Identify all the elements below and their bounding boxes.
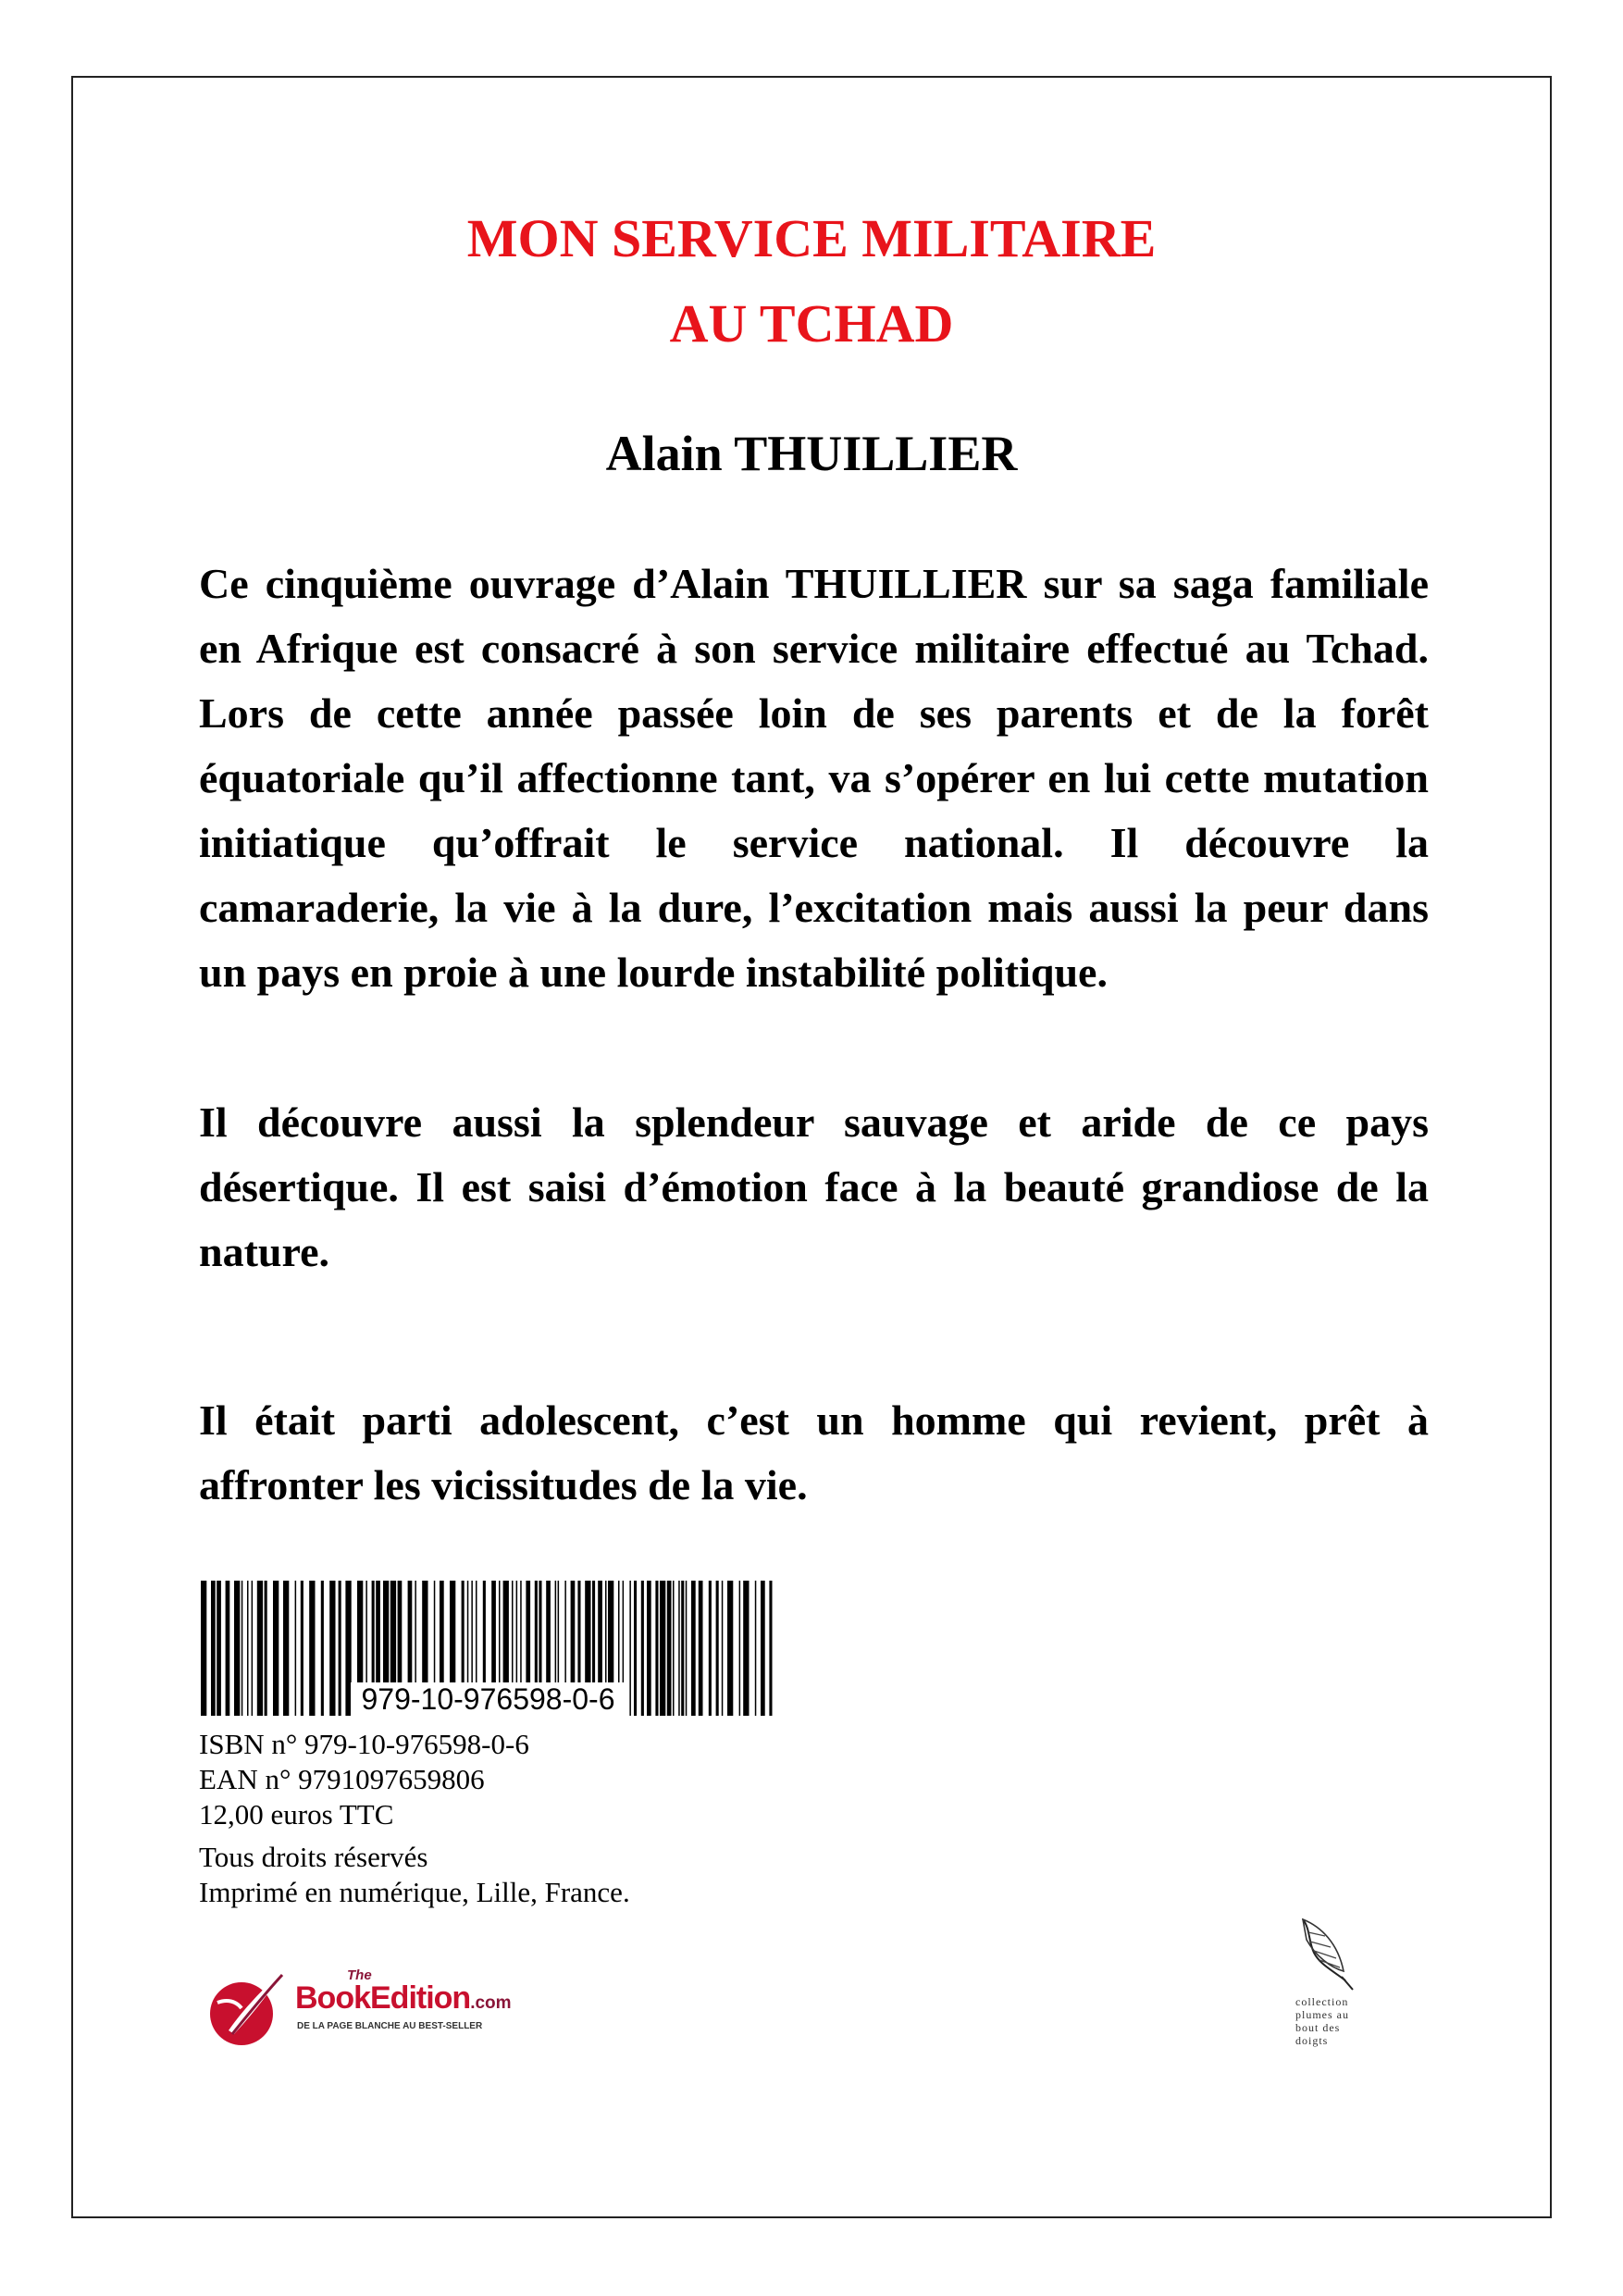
collection-logo [1268,1916,1397,2060]
publisher-logo [204,1966,556,2053]
blurb-paragraph-2: Il découvre aussi la splendeur sauvage et aride de ce pays désertique. Il est saisi d’émotion face à la beauté grandiose de la nature. [199,1098,1429,1275]
publisher-wordmark [295,1980,512,2017]
price-line: 12,00 euros TTC [199,1798,394,1831]
barcode-number: 979-10-976598-0-6 [351,1682,626,1716]
legal-info [199,1727,630,1910]
ean-line: EAN n° 9791097659806 [199,1763,485,1795]
blurb-paragraph-3: Il était parti adolescent, c’est un homme qui revient, prêt à affronter les vicissitudes de la vie. [199,1396,1429,1508]
publisher-name: BookEdition [295,1980,471,2016]
collection-line-2: plumes au [1295,2008,1349,2021]
author-name: Alain THUILLIER [605,426,1018,481]
book-title [0,196,1623,366]
title-line-2: AU TCHAD [669,293,954,354]
feather-icon [1294,1916,1358,1993]
collection-line-1: collection [1295,1995,1349,2008]
title-line-1: MON SERVICE MILITAIRE [466,208,1157,268]
collection-line-4: doigts [1295,2034,1329,2047]
collection-line-3: bout des [1295,2021,1341,2034]
publisher-the: The [347,1967,372,1983]
printed-line: Imprimé en numérique, Lille, France. [199,1876,630,1908]
quill-logo-icon [204,1966,288,2053]
isbn-line: ISBN n° 979-10-976598-0-6 [199,1728,529,1760]
barcode-digits [199,1681,777,1718]
blurb-paragraph-1: Ce cinquième ouvrage d’Alain THUILLIER sur sa saga familiale en Afrique est consacré à son service militaire effectué au Tchad. Lors de cette année passée loin de ses parents et de la forêt équatoriale qu’il affectionne tant, va s’opérer en lui cette mutation initiatique qu’offrait le service national. Il découvre la camaraderie, la vie à la dure, l’excitation mais aussi la peur dans un pays en proie à une lourde instabilité politique. [199,560,1429,996]
rights-line: Tous droits réservés [199,1841,428,1873]
publisher-tagline: DE LA PAGE BLANCHE AU BEST-SELLER [297,2021,483,2031]
publisher-domain: .com [470,1993,512,2013]
collection-name [1295,1995,1369,2047]
